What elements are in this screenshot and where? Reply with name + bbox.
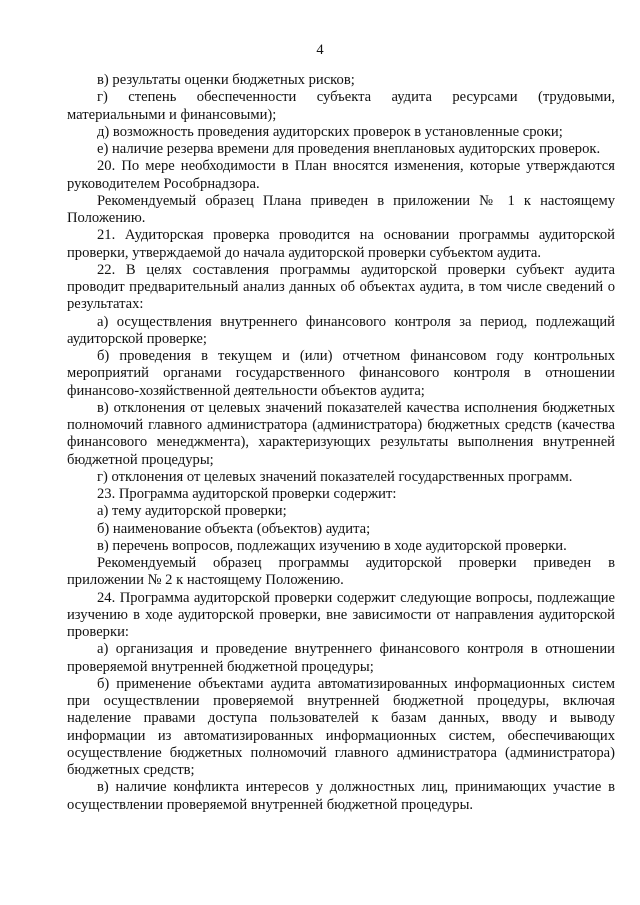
paragraph: в) результаты оценки бюджетных рисков; — [97, 72, 355, 88]
paragraph: г) степень обеспеченности субъекта аудита ресурсами (трудовыми, материальными и финансовыми); — [67, 89, 615, 123]
paragraph: е) наличие резерва времени для проведения внеплановых аудиторских проверок. — [97, 141, 601, 157]
paragraph: Рекомендуемый образец Плана приведен в приложении № 1 к настоящему Положению. — [67, 192, 615, 226]
page-number: 4 — [316, 42, 324, 58]
paragraph: г) отклонения от целевых значений показателей государственных программ. — [97, 468, 573, 485]
document-body — [67, 72, 615, 814]
paragraph: 23. Программа аудиторской проверки содержит: — [97, 486, 397, 502]
paragraph: б) наименование объекта (объектов) аудита; — [97, 520, 371, 537]
paragraph: б) применение объектами аудита автоматизированных информационных систем при осуществлении проверяемой внутренней бюджетной процедуры, включая наделение правами доступа пользователей к базам данных, вводу и выводу информации из автоматизированных информационных систем, обеспечивающих осуществление бюджетных полномочий главного администратора (администратора) бюджетных средств; — [67, 675, 615, 778]
paragraph: в) отклонения от целевых значений показателей качества исполнения бюджетных полномочий главного администратора (администратора) бюджетных средств (качества финансового менеджмента), характеризующих результаты выполнения внутренней бюджетной процедуры; — [67, 399, 615, 468]
paragraph: 22. В целях составления программы аудиторской проверки субъект аудита проводит предварительный анализ данных об объектах аудита, в том числе сведений о результатах: — [67, 261, 615, 313]
paragraph: в) наличие конфликта интересов у должностных лиц, принимающих участие в осуществлении проверяемой внутренней бюджетной процедуры. — [67, 779, 615, 813]
paragraph: Рекомендуемый образец программы аудиторской проверки приведен в приложении № 2 к настоящему Положению. — [67, 555, 615, 589]
paragraph: а) осуществления внутреннего финансового контроля за период, подлежащий аудиторской проверке; — [67, 313, 615, 347]
paragraph: 24. Программа аудиторской проверки содержит следующие вопросы, подлежащие изучению в ходе аудиторской проверки, вне зависимости от направления аудиторской проверки: — [67, 589, 615, 640]
paragraph: 21. Аудиторская проверка проводится на основании программы аудиторской проверки, утверждаемой до начала аудиторской проверки субъектом аудита. — [67, 227, 615, 261]
paragraph: 20. По мере необходимости в План вносятся изменения, которые утверждаются руководителем Рособрнадзора. — [67, 158, 615, 192]
paragraph: а) организация и проведение внутреннего финансового контроля в отношении проверяемой внутренней бюджетной процедуры; — [67, 641, 615, 675]
paragraph: в) перечень вопросов, подлежащих изучению в ходе аудиторской проверки. — [97, 537, 567, 554]
paragraph: б) проведения в текущем и (или) отчетном финансовом году контрольных мероприятий органами государственного финансового контроля в отношении финансово-хозяйственной деятельности объектов аудита; — [67, 348, 615, 399]
paragraph: а) тему аудиторской проверки; — [97, 503, 287, 520]
paragraph: д) возможность проведения аудиторских проверок в установленные сроки; — [97, 123, 563, 140]
